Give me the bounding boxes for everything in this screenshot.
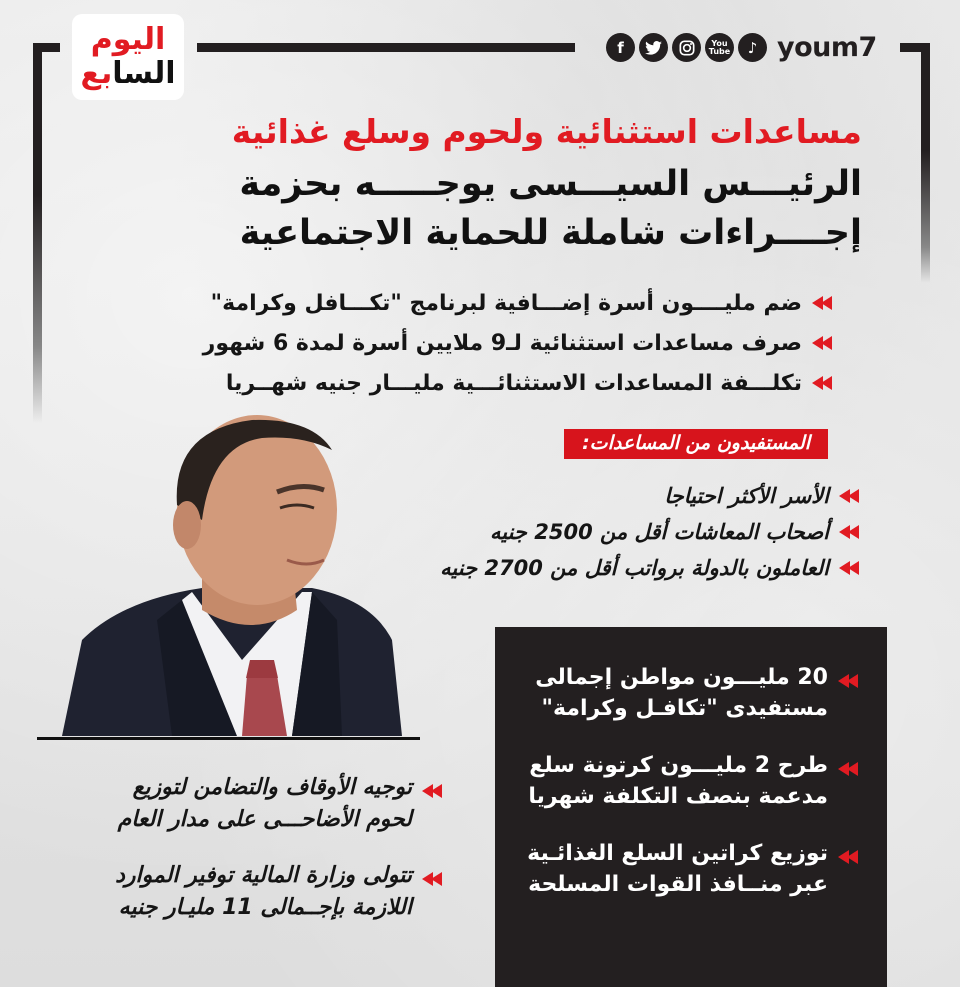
double-arrow-icon — [839, 561, 857, 575]
portrait-illustration — [62, 410, 402, 736]
list-item — [203, 323, 830, 363]
double-arrow-icon — [812, 296, 830, 310]
bottom-line-2: لحوم الأضاحـــى على مدار العام — [117, 807, 412, 832]
frame-line-top-middle — [197, 43, 575, 52]
highlight-line-2: مدعمة بنصف التكلفة شهريا — [528, 784, 828, 809]
list-item — [203, 363, 830, 403]
list-item — [527, 662, 856, 724]
highlights-list — [527, 662, 856, 926]
headline-black-line-2: إجــــراءات شاملة للحماية الاجتماعية — [239, 213, 862, 253]
double-arrow-icon — [422, 784, 440, 798]
headline-black — [239, 160, 862, 258]
highlight-line-1: 20 مليـــون مواطن إجمالى — [535, 665, 828, 690]
highlight-text — [528, 750, 828, 812]
instagram-icon[interactable] — [672, 33, 701, 62]
tiktok-icon[interactable]: ♪ — [738, 33, 767, 62]
list-item — [527, 750, 856, 812]
measure-text: ضم مليــــون أسرة إضـــافية لبرنامج "تكـــافل وكرامة" — [210, 290, 802, 316]
double-arrow-icon — [838, 762, 856, 776]
list-item — [440, 550, 857, 586]
logo-line-2 — [80, 57, 175, 91]
photo-underline — [37, 737, 420, 740]
measures-list — [203, 283, 830, 403]
list-item — [440, 514, 857, 550]
double-arrow-icon — [838, 850, 856, 864]
facebook-icon[interactable]: f — [606, 33, 635, 62]
beneficiary-text: الأسر الأكثر احتياجا — [664, 484, 829, 508]
list-item — [527, 838, 856, 900]
frame-line-left — [33, 43, 42, 423]
bottom-line-2: اللازمة بإجــمالى 11 مليـار جنيه — [118, 895, 412, 920]
logo-text-line1: اليوم — [90, 22, 166, 57]
bottom-line-1: توجيه الأوقاف والتضامن لتوزيع — [132, 775, 412, 800]
double-arrow-icon — [422, 872, 440, 886]
highlight-line-2: مستفيدى "تكافـل وكرامة" — [541, 696, 828, 721]
frame-line-right — [921, 43, 930, 283]
double-arrow-icon — [839, 489, 857, 503]
youtube-icon[interactable]: You Tube — [705, 33, 734, 62]
logo-text-line2-black: السا — [112, 56, 176, 91]
list-item — [440, 478, 857, 514]
logo-text-line2-red: بع — [80, 56, 113, 91]
measure-text: تكلـــفة المساعدات الاستثنائـــية مليـــار جنيه شهــريا — [225, 370, 802, 396]
double-arrow-icon — [812, 336, 830, 350]
twitter-bird-glyph — [645, 41, 662, 55]
twitter-icon[interactable] — [639, 33, 668, 62]
highlight-line-1: طرح 2 مليـــون كرتونة سلع — [529, 753, 828, 778]
headline-black-line-1: الرئيـــس السيـــسى يوجـــــه بحزمة — [239, 164, 862, 204]
highlight-text — [535, 662, 828, 724]
list-item — [115, 772, 440, 836]
instagram-glyph — [679, 40, 695, 56]
bottom-left-list — [115, 772, 440, 948]
beneficiary-text: أصحاب المعاشات أقل من 2500 جنيه — [490, 520, 829, 544]
youm7-logo — [72, 14, 184, 100]
president-portrait — [62, 410, 402, 736]
double-arrow-icon — [839, 525, 857, 539]
list-item — [115, 860, 440, 924]
highlight-line-1: توزيع كراتين السلع الغذائـية — [527, 841, 828, 866]
bottom-text — [115, 860, 412, 924]
brand-handle: youm7 — [777, 32, 877, 63]
beneficiary-text: العاملون بالدولة برواتب أقل من 2700 جنيه — [440, 556, 829, 580]
logo-line-1 — [91, 23, 166, 57]
double-arrow-icon — [812, 376, 830, 390]
beneficiaries-list — [440, 478, 857, 586]
highlight-text — [527, 838, 828, 900]
list-item — [203, 283, 830, 323]
highlight-line-2: عبر منــافذ القوات المسلحة — [528, 872, 828, 897]
measure-text: صرف مساعدات استثنائية لـ9 ملايين أسرة لمدة 6 شهور — [202, 330, 802, 356]
beneficiaries-title: المستفيدون من المساعدات: — [564, 429, 828, 459]
headline-red: مساعدات استثنائية ولحوم وسلع غذائية — [231, 112, 862, 151]
double-arrow-icon — [838, 674, 856, 688]
social-links — [606, 32, 877, 63]
bottom-line-1: تتولى وزارة المالية توفير الموارد — [115, 863, 412, 888]
bottom-text — [118, 772, 412, 836]
